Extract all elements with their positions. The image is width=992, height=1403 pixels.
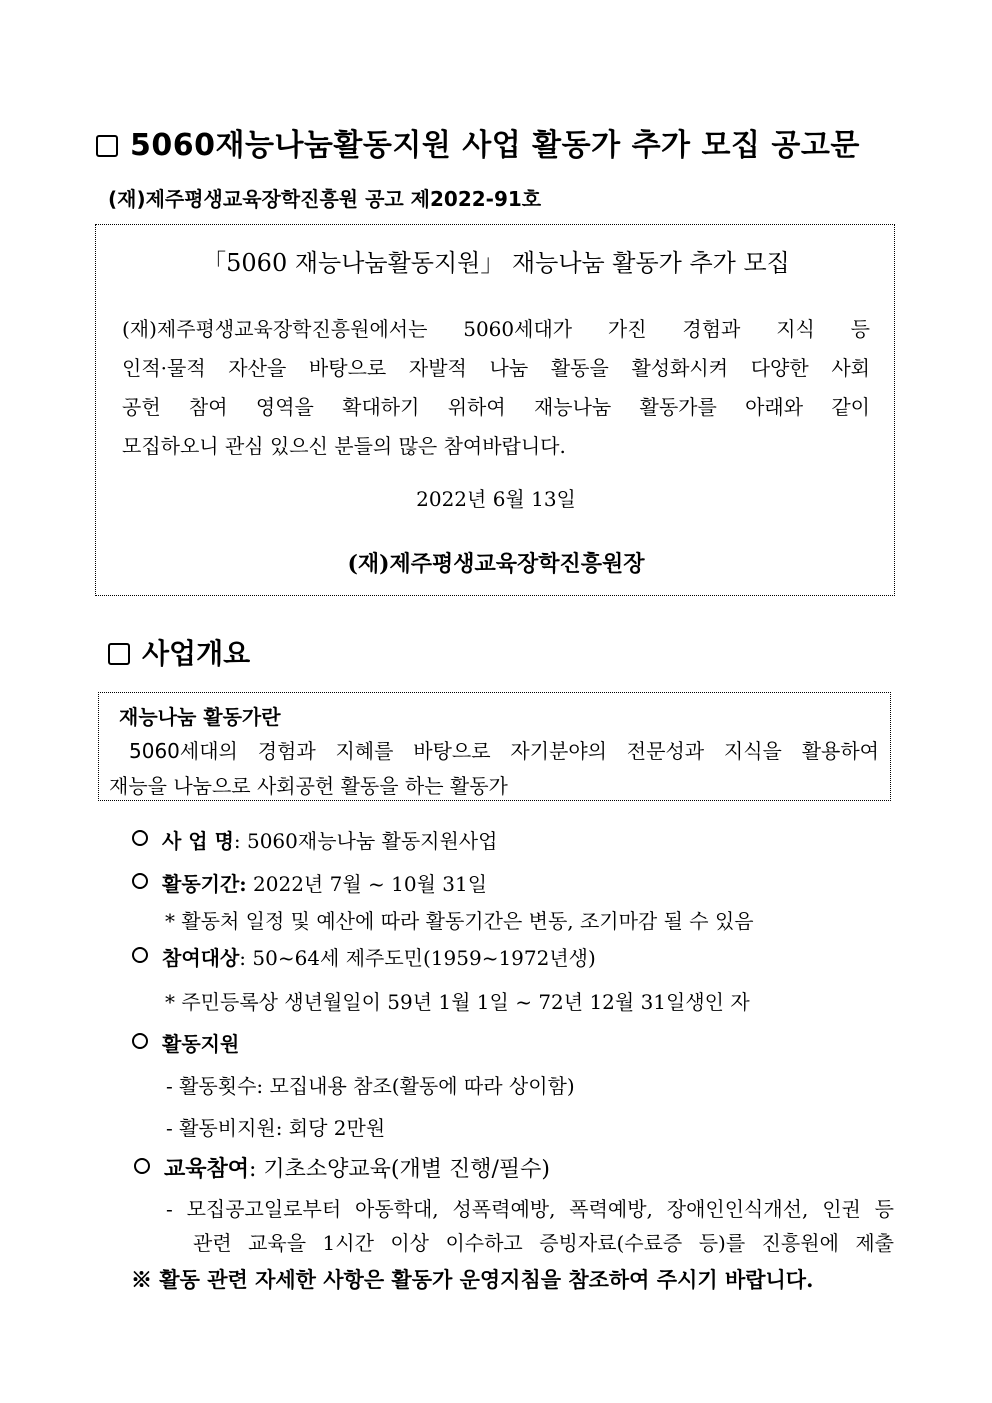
circle-bullet-icon	[134, 1158, 150, 1174]
list-item-education	[134, 1152, 550, 1183]
notice-signature: (재)제주평생교육장학진흥원장	[347, 551, 645, 577]
period-note: * 활동처 일정 및 예산에 따라 활동기간은 변동, 조기마감 될 수 있음	[165, 909, 754, 933]
definition-line: 재능을 나눔으로 사회공헌 활동을 하는 활동가	[109, 774, 508, 798]
item-label: 참여대상	[162, 946, 240, 970]
circle-bullet-icon	[132, 1033, 148, 1049]
list-item-target	[132, 942, 596, 971]
notice-date: 2022년 6월 13일	[416, 487, 576, 511]
target-note: * 주민등록상 생년월일이 59년 1월 1일 ~ 72년 12월 31일생인 자	[165, 990, 750, 1014]
page-title-text: 5060재능나눔활동지원 사업 활동가 추가 모집 공고문	[130, 128, 860, 163]
final-note: ※ 활동 관련 자세한 사항은 활동가 운영지침을 참조하여 주시기 바랍니다.	[131, 1267, 814, 1292]
section-title	[108, 632, 250, 672]
definition-title: 재능나눔 활동가란	[119, 705, 281, 729]
item-value: : 5060재능나눔 활동지원사업	[233, 829, 498, 853]
education-detail-line: 관련 교육을 1시간 이상 이수하고 증빙자료(수료증 등)를 진흥원에 제출	[193, 1231, 894, 1255]
definition-line: 5060세대의 경험과 지혜를 바탕으로 자기분야의 전문성과 지식을 활용하여	[129, 739, 879, 763]
notice-box	[95, 224, 895, 596]
notice-heading: 「5060 재능나눔활동지원」 재능나눔 활동가 추가 모집	[202, 249, 790, 277]
education-detail-line: - 모집공고일로부터 아동학대, 성폭력예방, 폭력예방, 장애인인식개선, 인권 등	[166, 1197, 894, 1221]
item-value: : 50~64세 제주도민(1959~1972년생)	[239, 946, 596, 970]
item-value: : 기초소양교육(개별 진행/필수)	[249, 1157, 551, 1182]
notice-paragraph-line: 인적·물적 자산을 바탕으로 자발적 나눔 활동을 활성화시켜 다양한 사회	[122, 356, 870, 380]
item-label: 활동기간:	[162, 872, 247, 896]
checkbox-square-icon	[108, 643, 130, 665]
support-pay: - 활동비지원: 회당 2만원	[166, 1116, 386, 1140]
list-item-period	[132, 868, 487, 897]
notice-paragraph-line: (재)제주평생교육장학진흥원에서는 5060세대가 가진 경험과 지식 등	[122, 317, 870, 341]
circle-bullet-icon	[132, 873, 148, 889]
support-count: - 활동횟수: 모집내용 참조(활동에 따라 상이함)	[166, 1074, 575, 1098]
item-value: 2022년 7월 ~ 10월 31일	[246, 872, 488, 896]
page-title	[96, 120, 860, 164]
item-label: 사 업 명	[162, 829, 234, 853]
notice-number: (재)제주평생교육장학진흥원 공고 제2022-91호	[108, 187, 542, 211]
circle-bullet-icon	[132, 947, 148, 963]
item-label: 활동지원	[162, 1032, 240, 1056]
section-title-text: 사업개요	[142, 637, 251, 670]
notice-paragraph-line: 모집하오니 관심 있으신 분들의 많은 참여바랍니다.	[122, 434, 566, 458]
checkbox-square-icon	[96, 135, 118, 157]
circle-bullet-icon	[132, 830, 148, 846]
item-label: 교육참여	[164, 1156, 250, 1182]
list-item-support	[132, 1028, 239, 1057]
list-item-project-name	[132, 825, 497, 854]
definition-box	[98, 692, 891, 801]
notice-paragraph-line: 공헌 참여 영역을 확대하기 위하여 재능나눔 활동가를 아래와 같이	[122, 395, 870, 419]
